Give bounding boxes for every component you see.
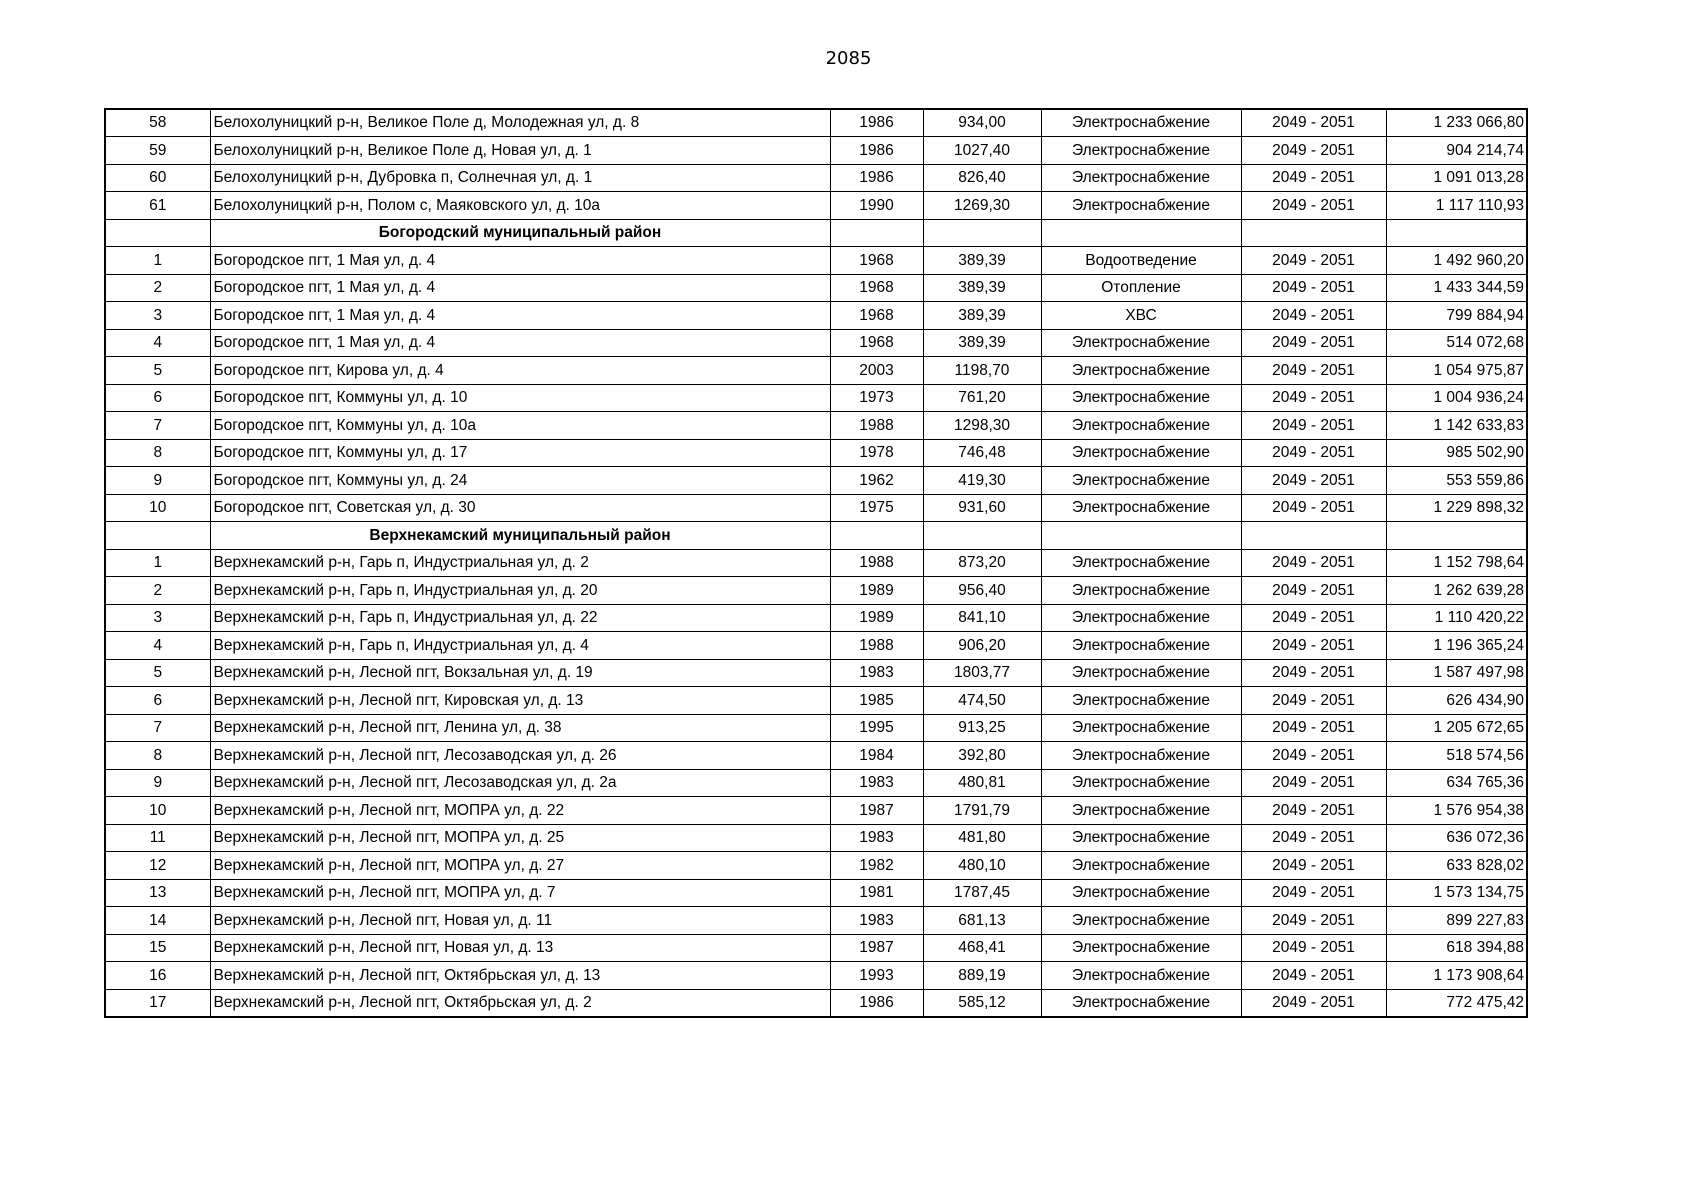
area-cell: 480,10 bbox=[923, 852, 1041, 880]
period-cell: 2049 - 2051 bbox=[1241, 852, 1386, 880]
cost-cell: 1 573 134,75 bbox=[1386, 879, 1527, 907]
row-number-cell: 1 bbox=[105, 247, 210, 275]
address-cell: Верхнекамский р-н, Лесной пгт, Лесозаводская ул, д. 26 bbox=[210, 742, 830, 770]
work-type-cell: ХВС bbox=[1041, 302, 1241, 330]
table-row bbox=[105, 412, 1527, 440]
table-row bbox=[105, 714, 1527, 742]
area-cell: 906,20 bbox=[923, 632, 1041, 660]
work-type-cell bbox=[1041, 219, 1241, 247]
row-number-cell: 2 bbox=[105, 577, 210, 605]
period-cell: 2049 - 2051 bbox=[1241, 797, 1386, 825]
row-number-cell: 7 bbox=[105, 714, 210, 742]
row-number-cell: 59 bbox=[105, 137, 210, 165]
table-row bbox=[105, 302, 1527, 330]
year-built-cell: 1983 bbox=[830, 659, 923, 687]
work-type-cell: Электроснабжение bbox=[1041, 412, 1241, 440]
year-built-cell: 1973 bbox=[830, 384, 923, 412]
cost-cell bbox=[1386, 219, 1527, 247]
period-cell: 2049 - 2051 bbox=[1241, 907, 1386, 935]
work-type-cell: Электроснабжение bbox=[1041, 192, 1241, 220]
area-cell: 389,39 bbox=[923, 302, 1041, 330]
work-type-cell: Электроснабжение bbox=[1041, 164, 1241, 192]
work-type-cell: Электроснабжение bbox=[1041, 962, 1241, 990]
year-built-cell: 1968 bbox=[830, 329, 923, 357]
row-number-cell: 61 bbox=[105, 192, 210, 220]
row-number-cell: 16 bbox=[105, 962, 210, 990]
cost-cell: 1 110 420,22 bbox=[1386, 604, 1527, 632]
work-type-cell: Электроснабжение bbox=[1041, 632, 1241, 660]
table-row bbox=[105, 962, 1527, 990]
period-cell: 2049 - 2051 bbox=[1241, 412, 1386, 440]
table-row bbox=[105, 467, 1527, 495]
work-type-cell: Электроснабжение bbox=[1041, 109, 1241, 137]
year-built-cell: 1975 bbox=[830, 494, 923, 522]
area-cell: 956,40 bbox=[923, 577, 1041, 605]
address-cell: Белохолуницкий р-н, Дубровка п, Солнечная ул, д. 1 bbox=[210, 164, 830, 192]
work-type-cell: Электроснабжение bbox=[1041, 137, 1241, 165]
year-built-cell: 1983 bbox=[830, 824, 923, 852]
section-title-cell: Верхнекамский муниципальный район bbox=[210, 522, 830, 550]
work-type-cell: Электроснабжение bbox=[1041, 439, 1241, 467]
row-number-cell: 10 bbox=[105, 494, 210, 522]
address-cell: Верхнекамский р-н, Лесной пгт, Ленина ул, д. 38 bbox=[210, 714, 830, 742]
period-cell: 2049 - 2051 bbox=[1241, 109, 1386, 137]
area-cell: 934,00 bbox=[923, 109, 1041, 137]
address-cell: Верхнекамский р-н, Лесной пгт, Новая ул, д. 13 bbox=[210, 934, 830, 962]
cost-cell: 899 227,83 bbox=[1386, 907, 1527, 935]
year-built-cell: 1983 bbox=[830, 907, 923, 935]
period-cell: 2049 - 2051 bbox=[1241, 357, 1386, 385]
repair-schedule-table bbox=[104, 108, 1528, 1018]
period-cell: 2049 - 2051 bbox=[1241, 632, 1386, 660]
address-cell: Верхнекамский р-н, Гарь п, Индустриальная ул, д. 20 bbox=[210, 577, 830, 605]
year-built-cell: 1989 bbox=[830, 604, 923, 632]
period-cell: 2049 - 2051 bbox=[1241, 274, 1386, 302]
table-row bbox=[105, 879, 1527, 907]
year-built-cell: 1968 bbox=[830, 247, 923, 275]
table-row bbox=[105, 164, 1527, 192]
row-number-cell: 8 bbox=[105, 742, 210, 770]
cost-cell: 1 587 497,98 bbox=[1386, 659, 1527, 687]
address-cell: Богородское пгт, Коммуны ул, д. 10а bbox=[210, 412, 830, 440]
period-cell: 2049 - 2051 bbox=[1241, 192, 1386, 220]
area-cell: 761,20 bbox=[923, 384, 1041, 412]
table-row bbox=[105, 577, 1527, 605]
year-built-cell: 1989 bbox=[830, 577, 923, 605]
period-cell: 2049 - 2051 bbox=[1241, 934, 1386, 962]
table-row bbox=[105, 632, 1527, 660]
table-row bbox=[105, 852, 1527, 880]
row-number-cell: 13 bbox=[105, 879, 210, 907]
cost-cell: 626 434,90 bbox=[1386, 687, 1527, 715]
year-built-cell: 1978 bbox=[830, 439, 923, 467]
row-number-cell: 7 bbox=[105, 412, 210, 440]
cost-cell: 1 117 110,93 bbox=[1386, 192, 1527, 220]
year-built-cell: 1981 bbox=[830, 879, 923, 907]
area-cell: 889,19 bbox=[923, 962, 1041, 990]
table-row bbox=[105, 604, 1527, 632]
address-cell: Верхнекамский р-н, Лесной пгт, Октябрьская ул, д. 13 bbox=[210, 962, 830, 990]
cost-cell: 1 233 066,80 bbox=[1386, 109, 1527, 137]
row-number-cell: 5 bbox=[105, 659, 210, 687]
row-number-cell: 6 bbox=[105, 384, 210, 412]
period-cell: 2049 - 2051 bbox=[1241, 659, 1386, 687]
year-built-cell: 1968 bbox=[830, 274, 923, 302]
area-cell: 1803,77 bbox=[923, 659, 1041, 687]
work-type-cell bbox=[1041, 522, 1241, 550]
area-cell: 392,80 bbox=[923, 742, 1041, 770]
area-cell: 931,60 bbox=[923, 494, 1041, 522]
cost-cell bbox=[1386, 522, 1527, 550]
address-cell: Богородское пгт, Советская ул, д. 30 bbox=[210, 494, 830, 522]
work-type-cell: Электроснабжение bbox=[1041, 934, 1241, 962]
year-built-cell: 1988 bbox=[830, 632, 923, 660]
period-cell: 2049 - 2051 bbox=[1241, 769, 1386, 797]
year-built-cell: 1987 bbox=[830, 797, 923, 825]
period-cell: 2049 - 2051 bbox=[1241, 742, 1386, 770]
area-cell: 419,30 bbox=[923, 467, 1041, 495]
year-built-cell: 1986 bbox=[830, 989, 923, 1017]
table-row bbox=[105, 659, 1527, 687]
cost-cell: 1 205 672,65 bbox=[1386, 714, 1527, 742]
period-cell bbox=[1241, 522, 1386, 550]
row-number-cell: 11 bbox=[105, 824, 210, 852]
table-row bbox=[105, 329, 1527, 357]
row-number-cell: 5 bbox=[105, 357, 210, 385]
area-cell bbox=[923, 522, 1041, 550]
area-cell: 1791,79 bbox=[923, 797, 1041, 825]
cost-cell: 1 142 633,83 bbox=[1386, 412, 1527, 440]
work-type-cell: Электроснабжение bbox=[1041, 769, 1241, 797]
period-cell: 2049 - 2051 bbox=[1241, 384, 1386, 412]
row-number-cell: 9 bbox=[105, 467, 210, 495]
work-type-cell: Электроснабжение bbox=[1041, 824, 1241, 852]
address-cell: Верхнекамский р-н, Лесной пгт, МОПРА ул, д. 27 bbox=[210, 852, 830, 880]
cost-cell: 618 394,88 bbox=[1386, 934, 1527, 962]
work-type-cell: Электроснабжение bbox=[1041, 742, 1241, 770]
year-built-cell: 1986 bbox=[830, 109, 923, 137]
table-row bbox=[105, 769, 1527, 797]
table-row bbox=[105, 797, 1527, 825]
row-number-cell: 4 bbox=[105, 329, 210, 357]
work-type-cell: Электроснабжение bbox=[1041, 384, 1241, 412]
row-number-cell: 12 bbox=[105, 852, 210, 880]
cost-cell: 636 072,36 bbox=[1386, 824, 1527, 852]
address-cell: Богородское пгт, Коммуны ул, д. 17 bbox=[210, 439, 830, 467]
area-cell: 826,40 bbox=[923, 164, 1041, 192]
period-cell: 2049 - 2051 bbox=[1241, 577, 1386, 605]
address-cell: Богородское пгт, 1 Мая ул, д. 4 bbox=[210, 329, 830, 357]
period-cell: 2049 - 2051 bbox=[1241, 247, 1386, 275]
period-cell: 2049 - 2051 bbox=[1241, 549, 1386, 577]
area-cell: 1787,45 bbox=[923, 879, 1041, 907]
area-cell: 481,80 bbox=[923, 824, 1041, 852]
address-cell: Верхнекамский р-н, Лесной пгт, МОПРА ул, д. 22 bbox=[210, 797, 830, 825]
row-number-cell: 58 bbox=[105, 109, 210, 137]
period-cell: 2049 - 2051 bbox=[1241, 467, 1386, 495]
work-type-cell: Электроснабжение bbox=[1041, 687, 1241, 715]
area-cell: 474,50 bbox=[923, 687, 1041, 715]
cost-cell: 1 229 898,32 bbox=[1386, 494, 1527, 522]
period-cell: 2049 - 2051 bbox=[1241, 962, 1386, 990]
work-type-cell: Электроснабжение bbox=[1041, 907, 1241, 935]
address-cell: Верхнекамский р-н, Гарь п, Индустриальная ул, д. 2 bbox=[210, 549, 830, 577]
year-built-cell: 1988 bbox=[830, 412, 923, 440]
period-cell: 2049 - 2051 bbox=[1241, 302, 1386, 330]
period-cell: 2049 - 2051 bbox=[1241, 164, 1386, 192]
cost-cell: 1 433 344,59 bbox=[1386, 274, 1527, 302]
period-cell: 2049 - 2051 bbox=[1241, 329, 1386, 357]
year-built-cell bbox=[830, 522, 923, 550]
row-number-cell: 14 bbox=[105, 907, 210, 935]
table-row bbox=[105, 247, 1527, 275]
address-cell: Белохолуницкий р-н, Великое Поле д, Молодежная ул, д. 8 bbox=[210, 109, 830, 137]
table-row bbox=[105, 907, 1527, 935]
row-number-cell: 6 bbox=[105, 687, 210, 715]
year-built-cell: 2003 bbox=[830, 357, 923, 385]
area-cell: 389,39 bbox=[923, 247, 1041, 275]
period-cell bbox=[1241, 219, 1386, 247]
period-cell: 2049 - 2051 bbox=[1241, 604, 1386, 632]
area-cell: 389,39 bbox=[923, 329, 1041, 357]
work-type-cell: Электроснабжение bbox=[1041, 659, 1241, 687]
period-cell: 2049 - 2051 bbox=[1241, 439, 1386, 467]
area-cell: 913,25 bbox=[923, 714, 1041, 742]
period-cell: 2049 - 2051 bbox=[1241, 879, 1386, 907]
cost-cell: 514 072,68 bbox=[1386, 329, 1527, 357]
work-type-cell: Электроснабжение bbox=[1041, 989, 1241, 1017]
address-cell: Верхнекамский р-н, Лесной пгт, МОПРА ул, д. 7 bbox=[210, 879, 830, 907]
row-number-cell: 3 bbox=[105, 302, 210, 330]
table-body bbox=[105, 109, 1527, 1017]
work-type-cell: Электроснабжение bbox=[1041, 329, 1241, 357]
table-row bbox=[105, 384, 1527, 412]
cost-cell: 1 576 954,38 bbox=[1386, 797, 1527, 825]
work-type-cell: Электроснабжение bbox=[1041, 357, 1241, 385]
cost-cell: 904 214,74 bbox=[1386, 137, 1527, 165]
cost-cell: 634 765,36 bbox=[1386, 769, 1527, 797]
period-cell: 2049 - 2051 bbox=[1241, 687, 1386, 715]
row-number-cell bbox=[105, 522, 210, 550]
cost-cell: 1 173 908,64 bbox=[1386, 962, 1527, 990]
address-cell: Верхнекамский р-н, Гарь п, Индустриальная ул, д. 4 bbox=[210, 632, 830, 660]
year-built-cell: 1986 bbox=[830, 137, 923, 165]
period-cell: 2049 - 2051 bbox=[1241, 494, 1386, 522]
year-built-cell: 1986 bbox=[830, 164, 923, 192]
section-header-row bbox=[105, 522, 1527, 550]
work-type-cell: Электроснабжение bbox=[1041, 467, 1241, 495]
row-number-cell: 4 bbox=[105, 632, 210, 660]
cost-cell: 799 884,94 bbox=[1386, 302, 1527, 330]
table-row bbox=[105, 549, 1527, 577]
address-cell: Богородское пгт, Кирова ул, д. 4 bbox=[210, 357, 830, 385]
area-cell: 1027,40 bbox=[923, 137, 1041, 165]
area-cell bbox=[923, 219, 1041, 247]
work-type-cell: Водоотведение bbox=[1041, 247, 1241, 275]
table-row bbox=[105, 742, 1527, 770]
section-title-cell: Богородский муниципальный район bbox=[210, 219, 830, 247]
row-number-cell: 1 bbox=[105, 549, 210, 577]
year-built-cell: 1990 bbox=[830, 192, 923, 220]
work-type-cell: Электроснабжение bbox=[1041, 577, 1241, 605]
row-number-cell: 10 bbox=[105, 797, 210, 825]
page-number: 2085 bbox=[825, 48, 872, 69]
row-number-cell: 60 bbox=[105, 164, 210, 192]
address-cell: Белохолуницкий р-н, Полом с, Маяковского ул, д. 10а bbox=[210, 192, 830, 220]
area-cell: 681,13 bbox=[923, 907, 1041, 935]
work-type-cell: Электроснабжение bbox=[1041, 797, 1241, 825]
year-built-cell: 1982 bbox=[830, 852, 923, 880]
cost-cell: 518 574,56 bbox=[1386, 742, 1527, 770]
table-row bbox=[105, 824, 1527, 852]
address-cell: Богородское пгт, Коммуны ул, д. 24 bbox=[210, 467, 830, 495]
work-type-cell: Электроснабжение bbox=[1041, 714, 1241, 742]
work-type-cell: Электроснабжение bbox=[1041, 549, 1241, 577]
row-number-cell: 2 bbox=[105, 274, 210, 302]
row-number-cell: 15 bbox=[105, 934, 210, 962]
table-row bbox=[105, 989, 1527, 1017]
work-type-cell: Электроснабжение bbox=[1041, 879, 1241, 907]
row-number-cell: 9 bbox=[105, 769, 210, 797]
table-row bbox=[105, 687, 1527, 715]
table-row bbox=[105, 494, 1527, 522]
area-cell: 389,39 bbox=[923, 274, 1041, 302]
area-cell: 468,41 bbox=[923, 934, 1041, 962]
address-cell: Верхнекамский р-н, Лесной пгт, Кировская ул, д. 13 bbox=[210, 687, 830, 715]
year-built-cell: 1968 bbox=[830, 302, 923, 330]
year-built-cell: 1993 bbox=[830, 962, 923, 990]
address-cell: Богородское пгт, 1 Мая ул, д. 4 bbox=[210, 247, 830, 275]
cost-cell: 1 492 960,20 bbox=[1386, 247, 1527, 275]
table-row bbox=[105, 934, 1527, 962]
year-built-cell: 1985 bbox=[830, 687, 923, 715]
year-built-cell: 1984 bbox=[830, 742, 923, 770]
address-cell: Верхнекамский р-н, Лесной пгт, МОПРА ул, д. 25 bbox=[210, 824, 830, 852]
table-row bbox=[105, 357, 1527, 385]
address-cell: Богородское пгт, Коммуны ул, д. 10 bbox=[210, 384, 830, 412]
cost-cell: 1 054 975,87 bbox=[1386, 357, 1527, 385]
cost-cell: 985 502,90 bbox=[1386, 439, 1527, 467]
address-cell: Верхнекамский р-н, Гарь п, Индустриальная ул, д. 22 bbox=[210, 604, 830, 632]
cost-cell: 1 152 798,64 bbox=[1386, 549, 1527, 577]
area-cell: 585,12 bbox=[923, 989, 1041, 1017]
area-cell: 746,48 bbox=[923, 439, 1041, 467]
address-cell: Верхнекамский р-н, Лесной пгт, Новая ул, д. 11 bbox=[210, 907, 830, 935]
period-cell: 2049 - 2051 bbox=[1241, 989, 1386, 1017]
year-built-cell bbox=[830, 219, 923, 247]
area-cell: 841,10 bbox=[923, 604, 1041, 632]
cost-cell: 633 828,02 bbox=[1386, 852, 1527, 880]
address-cell: Богородское пгт, 1 Мая ул, д. 4 bbox=[210, 274, 830, 302]
address-cell: Верхнекамский р-н, Лесной пгт, Лесозаводская ул, д. 2а bbox=[210, 769, 830, 797]
row-number-cell: 8 bbox=[105, 439, 210, 467]
cost-cell: 1 091 013,28 bbox=[1386, 164, 1527, 192]
table-row bbox=[105, 109, 1527, 137]
cost-cell: 553 559,86 bbox=[1386, 467, 1527, 495]
work-type-cell: Отопление bbox=[1041, 274, 1241, 302]
cost-cell: 1 196 365,24 bbox=[1386, 632, 1527, 660]
area-cell: 1298,30 bbox=[923, 412, 1041, 440]
period-cell: 2049 - 2051 bbox=[1241, 714, 1386, 742]
cost-cell: 772 475,42 bbox=[1386, 989, 1527, 1017]
table-row bbox=[105, 137, 1527, 165]
year-built-cell: 1987 bbox=[830, 934, 923, 962]
year-built-cell: 1988 bbox=[830, 549, 923, 577]
address-cell: Богородское пгт, 1 Мая ул, д. 4 bbox=[210, 302, 830, 330]
year-built-cell: 1995 bbox=[830, 714, 923, 742]
year-built-cell: 1962 bbox=[830, 467, 923, 495]
table-row bbox=[105, 192, 1527, 220]
section-header-row bbox=[105, 219, 1527, 247]
row-number-cell: 17 bbox=[105, 989, 210, 1017]
table-row bbox=[105, 439, 1527, 467]
area-cell: 873,20 bbox=[923, 549, 1041, 577]
area-cell: 480,81 bbox=[923, 769, 1041, 797]
year-built-cell: 1983 bbox=[830, 769, 923, 797]
area-cell: 1198,70 bbox=[923, 357, 1041, 385]
cost-cell: 1 262 639,28 bbox=[1386, 577, 1527, 605]
period-cell: 2049 - 2051 bbox=[1241, 824, 1386, 852]
address-cell: Верхнекамский р-н, Лесной пгт, Вокзальная ул, д. 19 bbox=[210, 659, 830, 687]
row-number-cell bbox=[105, 219, 210, 247]
work-type-cell: Электроснабжение bbox=[1041, 852, 1241, 880]
table-row bbox=[105, 274, 1527, 302]
row-number-cell: 3 bbox=[105, 604, 210, 632]
address-cell: Белохолуницкий р-н, Великое Поле д, Новая ул, д. 1 bbox=[210, 137, 830, 165]
area-cell: 1269,30 bbox=[923, 192, 1041, 220]
address-cell: Верхнекамский р-н, Лесной пгт, Октябрьская ул, д. 2 bbox=[210, 989, 830, 1017]
period-cell: 2049 - 2051 bbox=[1241, 137, 1386, 165]
work-type-cell: Электроснабжение bbox=[1041, 604, 1241, 632]
cost-cell: 1 004 936,24 bbox=[1386, 384, 1527, 412]
work-type-cell: Электроснабжение bbox=[1041, 494, 1241, 522]
